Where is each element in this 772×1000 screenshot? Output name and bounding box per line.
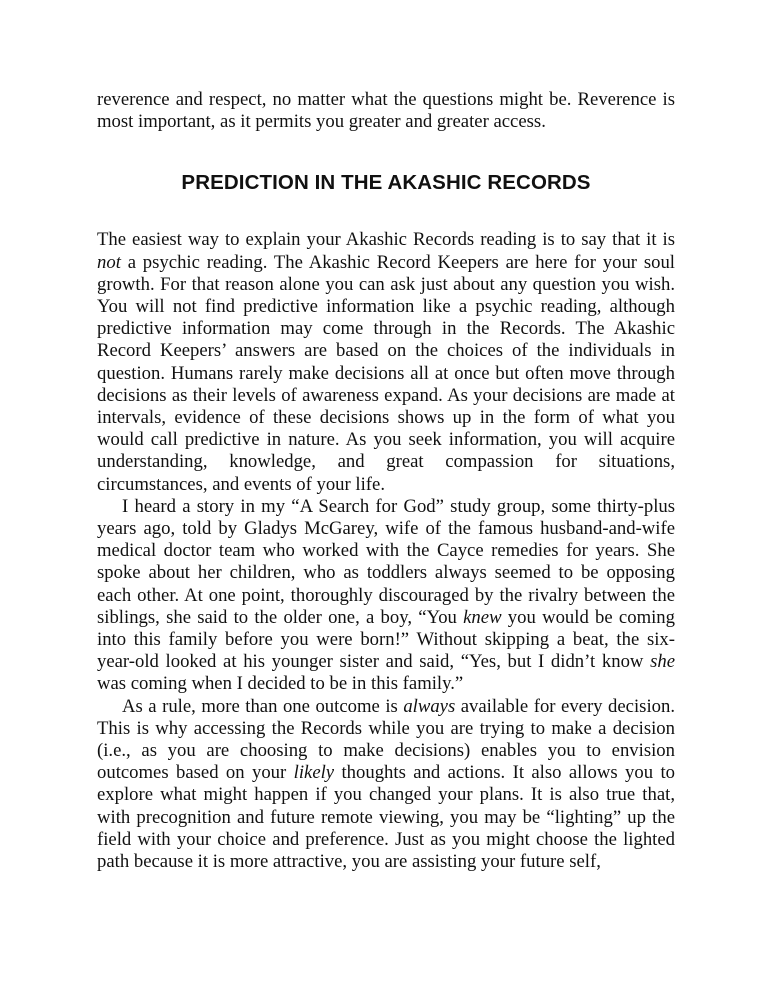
continuation-text: reverence and respect, no matter what the questions might be. Reverence is most important, as it permits you greater and greater access.	[97, 89, 675, 133]
paragraph-2-text-a: I heard a story in my “A Search for God” study group, some thirty-plus years ago, told by Gladys McGarey, wife of the famous husband-and-wife medical doctor team who worked with the Cayce remedies for years. She spoke about her children, who as toddlers always seemed to be opposing each other. At one point, thoroughly discouraged by the rivalry between the siblings, she said to the older one, a boy, “You	[97, 495, 675, 628]
paragraph-3-emphasis-always: always	[403, 695, 456, 717]
paragraph-1-text-b: a psychic reading. The Akashic Record Keepers are here for your soul growth. For that reason alone you can ask just about any question you wish. You will not find predictive information like a psychic reading, although predictive information may come through in the Records. The Akashic Record Keepers’ answers are based on the choices of the individuals in question. Humans rarely make decisions all at once but often move through decisions as their levels of awareness expand. As your decisions are made at intervals, evidence of these decisions shows up in the form of what you would call predictive in nature. As you seek information, you will acquire understanding, knowledge, and great compassion for situations, circumstances, and events of your life.	[97, 251, 675, 495]
paragraph-1-emphasis-not: not	[97, 251, 121, 273]
paragraph-prediction-intro	[97, 229, 675, 495]
paragraph-outcomes	[97, 696, 675, 874]
paragraph-2-emphasis-she: she	[650, 651, 675, 673]
paragraph-3-emphasis-likely: likely	[293, 762, 335, 784]
paragraph-2-text-c: was coming when I decided to be in this family.”	[97, 673, 464, 695]
paragraph-3-text-c: thoughts and actions. It also allows you to explore what might happen if you changed your plans. It is also true that, with precognition and future remote viewing, you may be “lighting” up the field with your choice and preference. Just as you might choose the lighted path because it is more attractive, you are assisting your future self,	[97, 762, 675, 873]
paragraph-3-text-a: As a rule, more than one outcome is	[122, 695, 404, 717]
paragraph-1-text-a: The easiest way to explain your Akashic Records reading is to say that it is	[97, 229, 675, 251]
continuation-paragraph	[97, 89, 675, 133]
document-page	[97, 89, 675, 873]
paragraph-2-emphasis-knew: knew	[463, 606, 502, 628]
paragraph-2-text-b: you would be coming into this family before you were born!” Without skipping a beat, the six-year-old looked at his younger sister and said, “Yes, but I didn’t know	[97, 606, 675, 673]
section-heading: PREDICTION IN THE AKASHIC RECORDS	[181, 171, 591, 195]
paragraph-mcgarey-story	[97, 496, 675, 696]
paragraph-3-text-b: available for every decision. This is why accessing the Records while you are trying to make a decision (i.e., as you are choosing to make decisions) enables you to envision outcomes based on your	[97, 695, 675, 784]
